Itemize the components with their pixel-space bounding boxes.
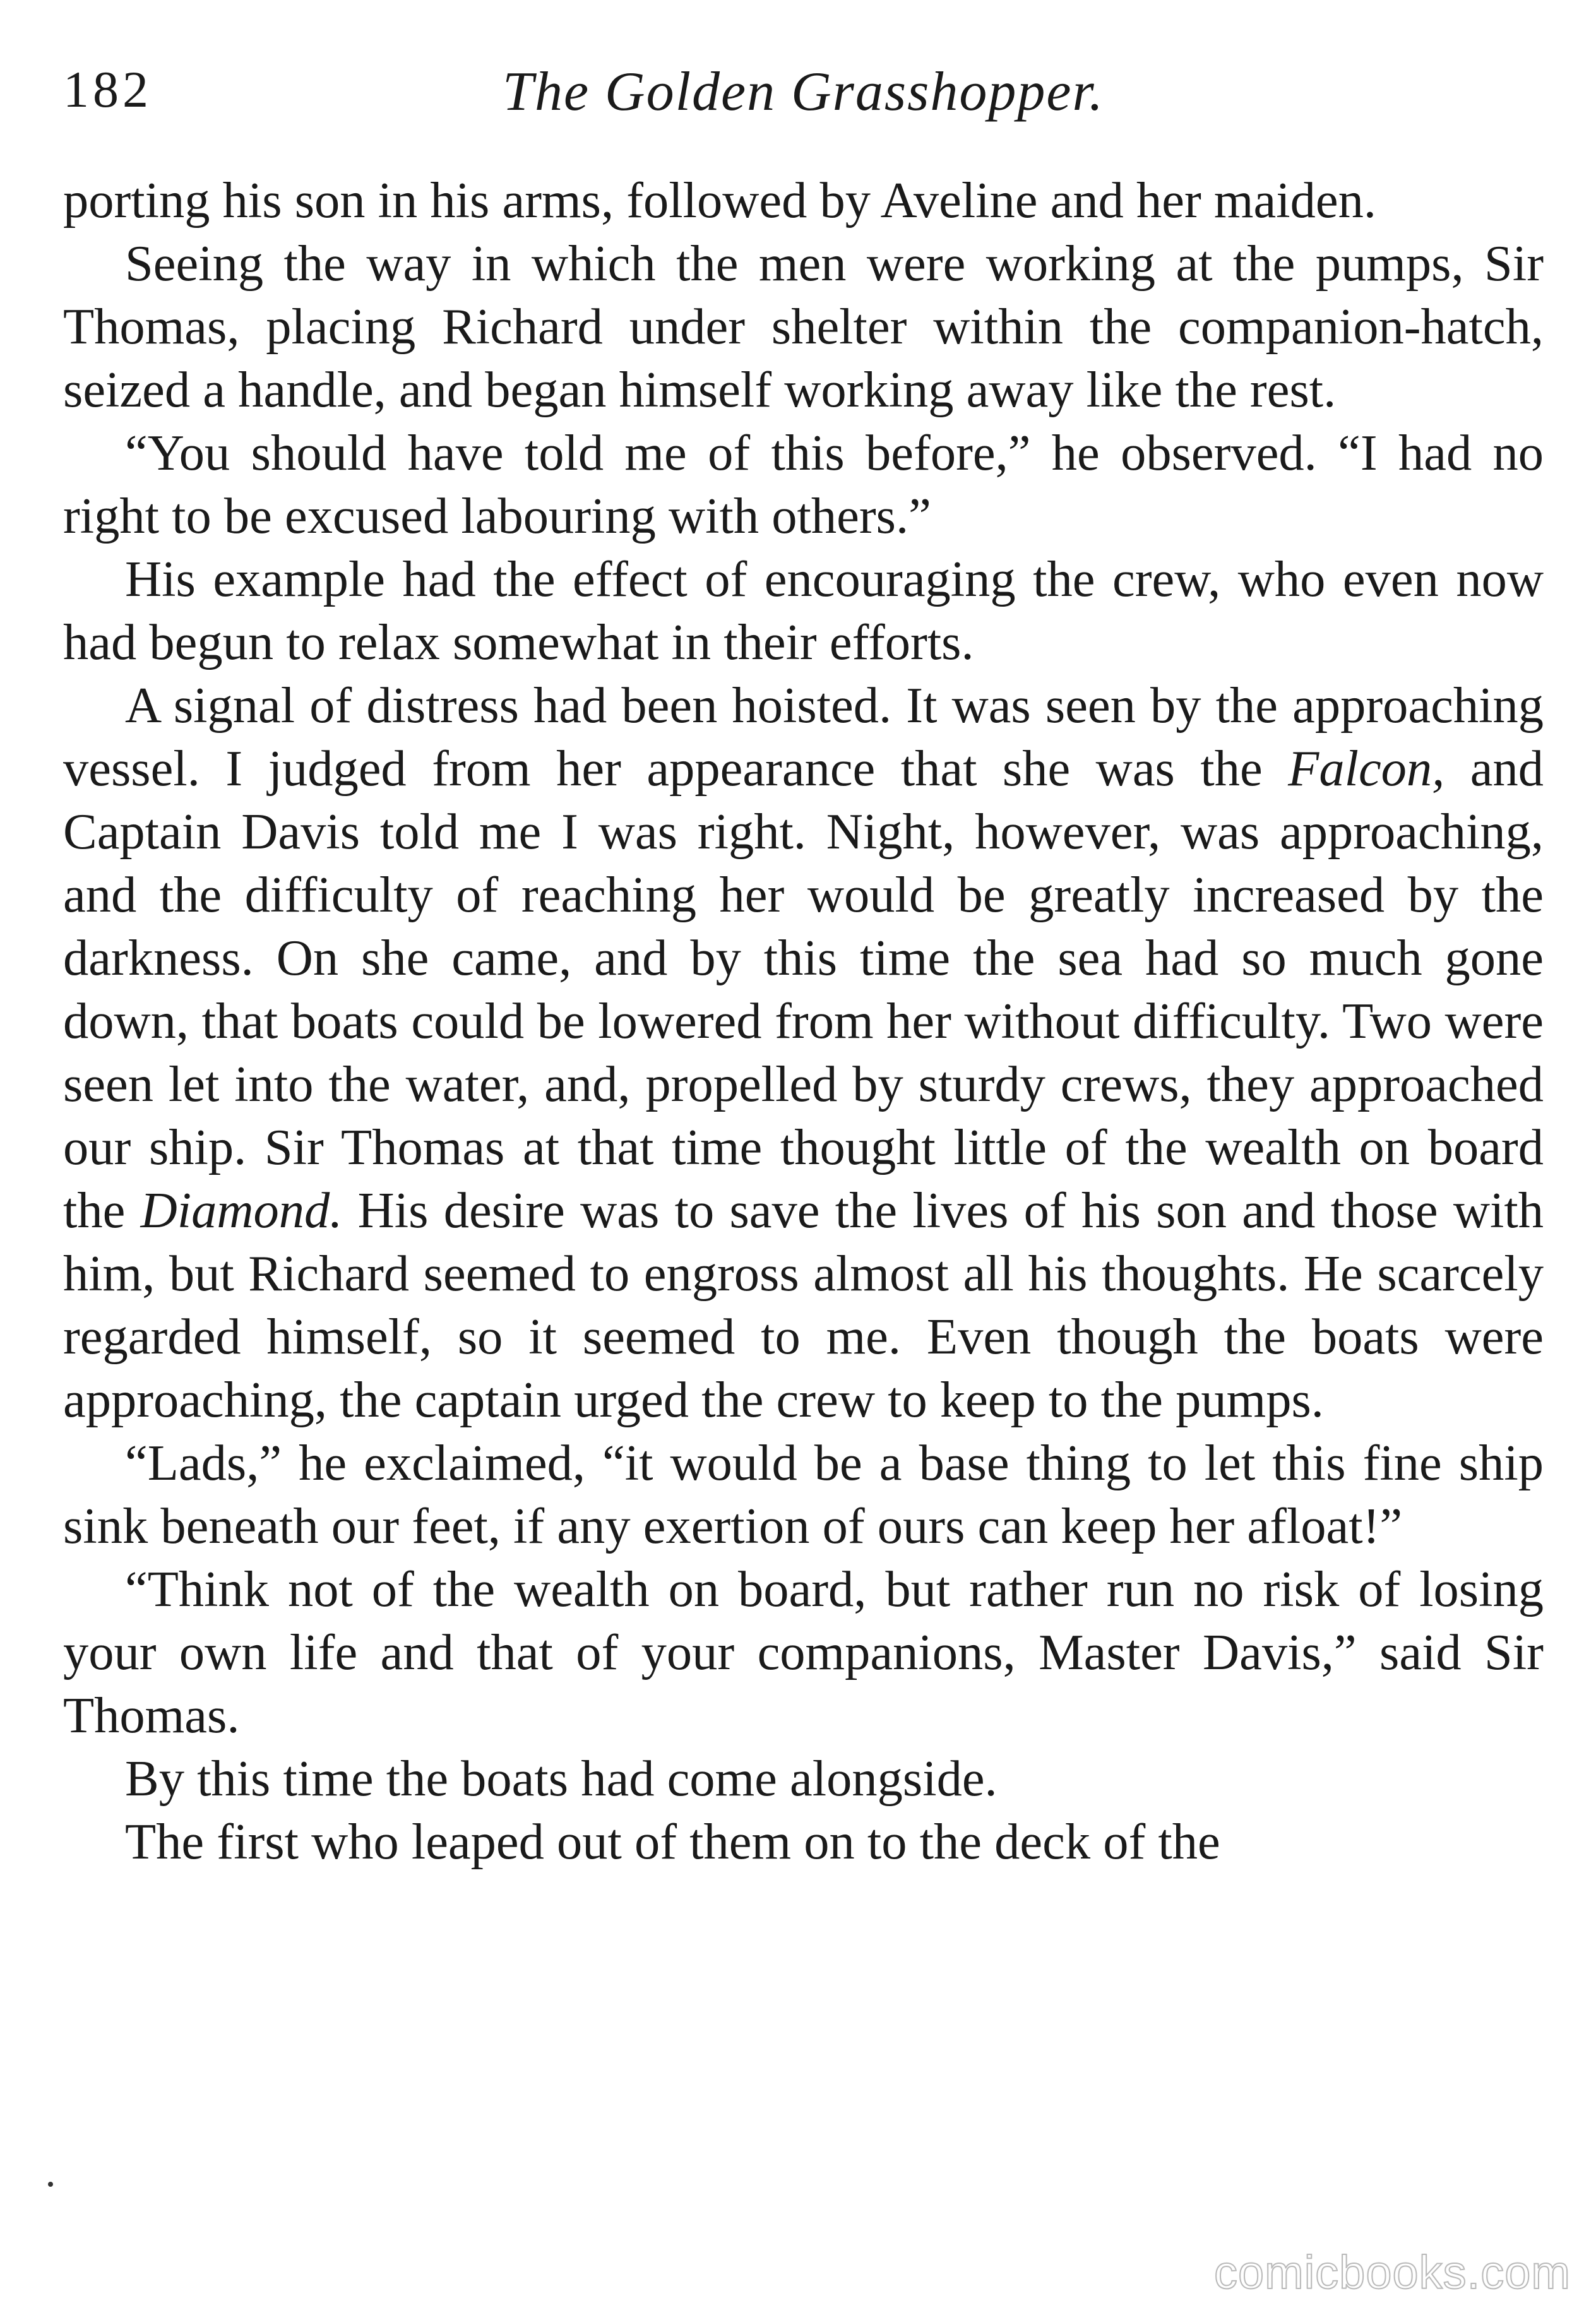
paragraph [63, 674, 1544, 1432]
text-run: His desire was to save the lives of his son and those with him, but Richard seemed to engross almost all his thoughts. He scarcely regarded himself, so it seemed to me. Even though the boats were approaching, the captain urged the crew to keep to the pumps. [63, 1182, 1544, 1428]
paragraph: “Lads,” he exclaimed, “it would be a base thing to let this fine ship sink beneath our feet, if any exertion of ours can keep her afloat!” [63, 1435, 1544, 1554]
print-speck [48, 2182, 53, 2187]
paragraph: porting his son in his arms, followed by Aveline and her maiden. [63, 172, 1376, 229]
paragraph: By this time the boats had come alongside. [125, 1751, 998, 1807]
ship-name-italic: Diamond. [140, 1182, 343, 1239]
watermark: comicbooks.com [1213, 2246, 1571, 2299]
paragraph: The first who leaped out of them on to the deck of the [125, 1814, 1220, 1870]
page-number: 182 [63, 61, 152, 118]
running-title: The Golden Grasshopper. [503, 61, 1104, 122]
paragraph: Seeing the way in which the men were working at the pumps, Sir Thomas, placing Richard under shelter within the companion-hatch, seized a handle, and began himself working away like the rest. [63, 235, 1544, 418]
paragraph: “Think not of the wealth on board, but rather run no risk of losing your own life and that of your companions, Master Davis,” said Sir Thomas. [63, 1561, 1544, 1744]
ship-name-italic: Falcon, [1288, 741, 1445, 797]
body-text [63, 169, 1544, 1874]
page-header [63, 60, 1544, 129]
paragraph: “You should have told me of this before,” he observed. “I had no right to be excused labouring with others.” [63, 425, 1544, 544]
text-run: A signal of distress had been hoisted. It was seen by the approaching vessel. I judged from her appearance that she was the [63, 677, 1544, 797]
text-run: and Captain Davis told me I was right. Night, however, was approaching, and the difficulty of reaching her would be greatly increased by the darkness. On she came, and by this time the sea had so much gone down, that boats could be lowered from her without difficulty. Two were seen let into the water, and, propelled by sturdy crews, they approached our ship. Sir Thomas at that time thought little of the wealth on board the [63, 741, 1544, 1239]
paragraph: His example had the effect of encouraging the crew, who even now had begun to relax somewhat in their efforts. [63, 551, 1544, 670]
